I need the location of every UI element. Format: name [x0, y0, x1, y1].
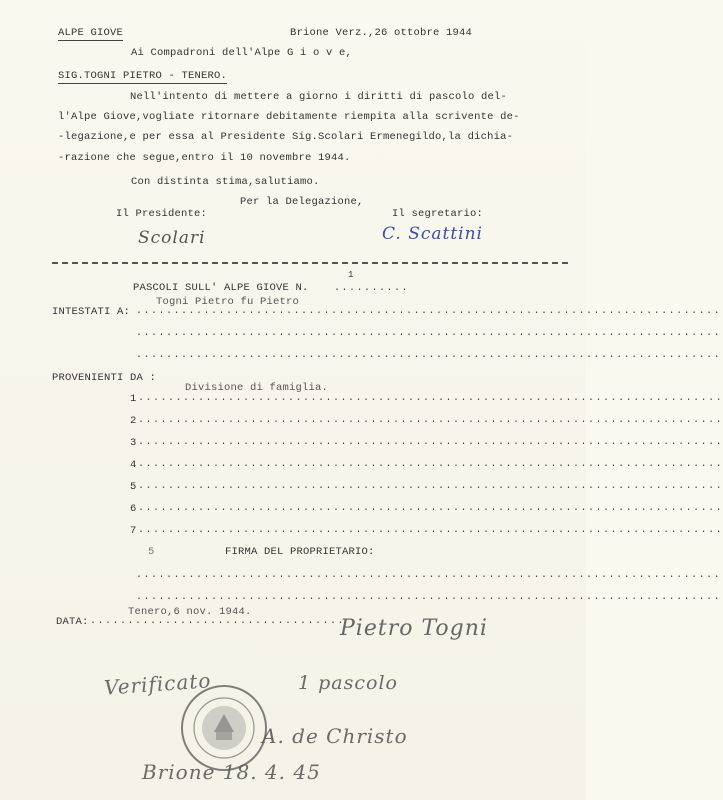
- place-date: Brione Verz.,26 ottobre 1944: [290, 27, 473, 39]
- owner-dots-1: ..............................................................................: [136, 570, 722, 581]
- for-delegation: Per la Delegazione,: [240, 196, 364, 208]
- recipient-name: SIG.TOGNI PIETRO - TENERO.: [58, 70, 228, 82]
- line-number: 6: [130, 503, 137, 515]
- owners-label: INTESTATI A:: [52, 306, 131, 318]
- origin-label: PROVENIENTI DA :: [52, 372, 157, 384]
- secretary-signature: C. Scattini: [382, 224, 483, 244]
- owners-dots-2: ..............................................................................: [136, 328, 722, 339]
- line-dots: ..............................................................................: [138, 481, 723, 492]
- owners-value: Togni Pietro fu Pietro: [156, 296, 300, 308]
- line-dots: ..............................................................................: [138, 393, 723, 404]
- closing-line: Con distinta stima,salutiamo.: [131, 176, 320, 188]
- pencil-mark: 5: [148, 546, 155, 558]
- owner-dots-2: ..............................................................................: [136, 592, 722, 603]
- owners-dots-1: ..............................................................................: [136, 306, 722, 317]
- body-line-3: -legazione,e per essa al Presidente Sig.Scolari Ermenegildo,la dichia-: [58, 131, 514, 143]
- date-value: Tenero,6 nov. 1944.: [128, 606, 252, 618]
- official-stamp: [178, 682, 270, 774]
- owner-signature-label: FIRMA DEL PROPRIETARIO:: [225, 546, 375, 558]
- org-heading: ALPE GIOVE: [58, 27, 124, 39]
- line-dots: ..............................................................................: [138, 459, 723, 470]
- line-number: 4: [130, 459, 137, 471]
- owner-signature: Pietro Togni: [340, 616, 488, 641]
- line-number: 1: [130, 393, 137, 405]
- date-label: DATA:: [56, 616, 89, 628]
- pasture-dots: ..........: [334, 283, 410, 294]
- dashed-separator: [52, 262, 568, 264]
- line-dots: ..............................................................................: [138, 525, 723, 536]
- pasture-note: 1 pascolo: [298, 672, 398, 694]
- owners-dots-3: ..............................................................................: [136, 350, 722, 361]
- place-date-note: Brione 18. 4. 45: [142, 760, 321, 784]
- pasture-number: 1: [348, 270, 354, 280]
- verified-note: Verificato: [103, 668, 213, 700]
- secretary-label: Il segretario:: [392, 208, 484, 220]
- line-number: 7: [130, 525, 137, 537]
- line-dots: ..............................................................................: [138, 437, 723, 448]
- body-line-2: l'Alpe Giove,vogliate ritornare debitamente riempita alla scrivente de-: [58, 111, 520, 123]
- line-number: 2: [130, 415, 137, 427]
- origin-value: Divisione di famiglia.: [185, 382, 329, 394]
- date-dots: ..................................: [90, 616, 346, 627]
- addressee-line: Ai Compadroni dell'Alpe G i o v e,: [131, 47, 353, 59]
- president-label: Il Presidente:: [116, 208, 208, 220]
- verifier-signature: A. de Christo: [262, 724, 408, 748]
- body-line-4: -razione che segue,entro il 10 novembre 1944.: [58, 152, 351, 164]
- pasture-heading: PASCOLI SULL' ALPE GIOVE N.: [133, 282, 309, 294]
- body-line-1: Nell'intento di mettere a giorno i diritti di pascolo del-: [130, 91, 508, 103]
- president-signature: Scolari: [138, 228, 206, 248]
- line-number: 5: [130, 481, 137, 493]
- line-dots: ..............................................................................: [138, 503, 723, 514]
- line-number: 3: [130, 437, 137, 449]
- line-dots: ..............................................................................: [138, 415, 723, 426]
